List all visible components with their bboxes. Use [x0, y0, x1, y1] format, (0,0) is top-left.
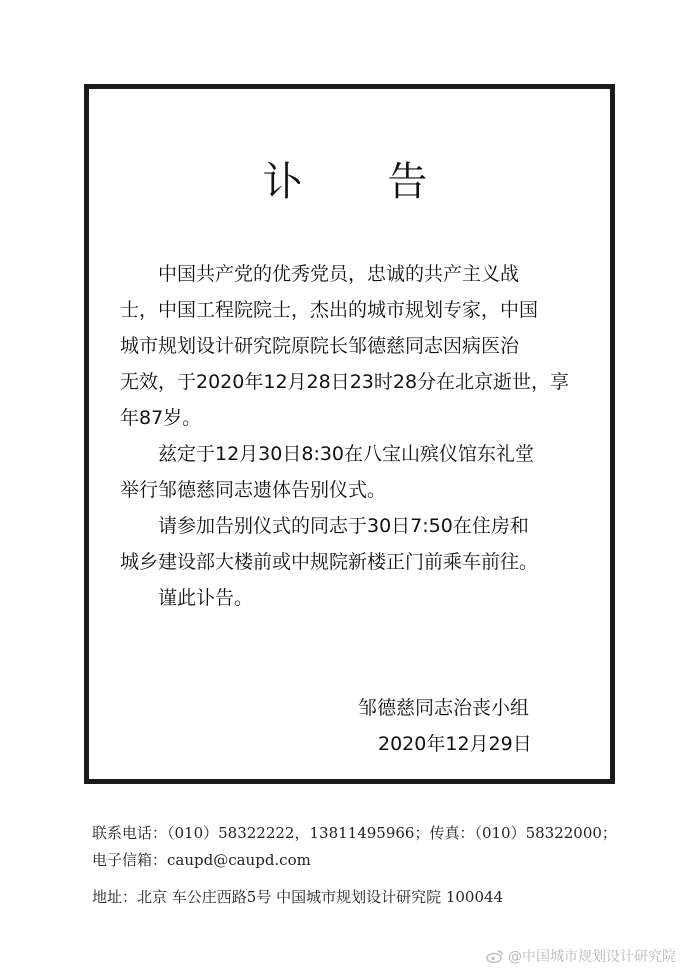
- notice-signature: [340, 690, 580, 762]
- contact-email-line: 电子信箱：caupd@caupd.com: [92, 851, 311, 869]
- paragraph-line: 士，中国工程院院士，杰出的城市规划专家，中国: [120, 299, 539, 321]
- notice-paragraph-1: [120, 256, 590, 436]
- weibo-icon: [486, 949, 504, 963]
- signature-organization: 邹德慈同志治丧小组: [358, 697, 530, 719]
- contact-address-line: 地址：北京 车公庄西路5号 中国城市规划设计研究院 100044: [92, 888, 504, 906]
- paragraph-line: 城市规划设计研究院原院长邹德慈同志因病医治: [120, 335, 520, 357]
- weibo-watermark: [486, 946, 676, 966]
- paragraph-line: 请参加告别仪式的同志于30日7:50在住房和: [158, 515, 529, 537]
- paragraph-line: 中国共产党的优秀党员，忠诚的共产主义战: [158, 263, 520, 285]
- paragraph-line: 兹定于12月30日8:30在八宝山殡仪馆东礼堂: [158, 443, 535, 465]
- notice-title: 讣 告: [262, 159, 464, 205]
- notice-paragraph-4: [120, 580, 590, 616]
- contact-phone-line: 联系电话：（010）58322222，13811495966；传真：（010）58322000；: [92, 824, 617, 842]
- paragraph-line: 谨此讣告。: [158, 587, 254, 609]
- notice-paragraph-2: [120, 436, 590, 508]
- watermark-text: @中国城市规划设计研究院: [508, 949, 676, 965]
- paragraph-line: 城乡建设部大楼前或中规院新楼正门前乘车前往。: [120, 551, 539, 573]
- paragraph-line: 无效，于2020年12月28日23时28分在北京逝世，享: [120, 371, 570, 393]
- paragraph-line: 年87岁。: [120, 407, 202, 429]
- paragraph-line: 举行邹德慈同志遗体告别仪式。: [120, 479, 387, 501]
- signature-date: 2020年12月29日: [378, 733, 532, 755]
- notice-paragraph-3: [120, 508, 590, 580]
